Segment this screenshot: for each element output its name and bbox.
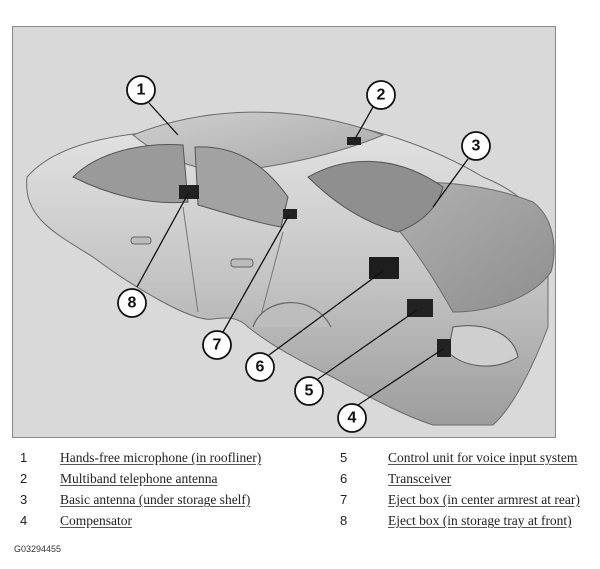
car-diagram (12, 26, 556, 438)
legend-text: Control unit for voice input system (388, 450, 578, 465)
car-illustration (13, 27, 556, 438)
legend-number: 1 (20, 450, 28, 465)
legend-item (300, 449, 600, 466)
legend-text: Hands-free microphone (in roofliner) (60, 450, 262, 465)
component-transceiver (369, 257, 399, 279)
legend-item (0, 449, 300, 466)
legend-item (300, 470, 600, 487)
legend-number: 6 (340, 471, 348, 486)
legend-number: 4 (20, 513, 28, 528)
callout-label-5: 5 (304, 382, 314, 400)
legend-item (300, 491, 600, 508)
callout-label-2: 2 (376, 86, 386, 104)
door-handle (231, 259, 253, 267)
legend-text: Transceiver (388, 471, 452, 486)
door-handle (131, 237, 151, 244)
legend-number: 2 (20, 471, 28, 486)
callout-label-7: 7 (212, 336, 222, 354)
figure-code: G03294455 (14, 544, 62, 554)
legend-item (0, 512, 300, 529)
callout-label-8: 8 (127, 294, 137, 312)
legend-number: 3 (20, 492, 28, 507)
legend-number: 7 (340, 492, 348, 507)
callout-label-1: 1 (136, 81, 146, 99)
legend-number: 5 (340, 450, 348, 465)
callout-label-4: 4 (347, 409, 357, 427)
legend (0, 449, 600, 539)
callout-label-3: 3 (471, 137, 481, 155)
legend-text: Multiband telephone antenna (60, 471, 218, 486)
legend-text: Eject box (in center armrest at rear) (388, 492, 580, 507)
legend-item (300, 512, 600, 529)
legend-text: Eject box (in storage tray at front) (388, 513, 572, 528)
legend-text: Basic antenna (under storage shelf) (60, 492, 251, 507)
component-eject-box-rear (283, 209, 297, 219)
component-telephone-antenna (347, 137, 361, 145)
callout-label-6: 6 (255, 358, 265, 376)
legend-item (0, 491, 300, 508)
component-compensator (437, 339, 451, 357)
legend-text: Compensator (60, 513, 132, 528)
legend-number: 8 (340, 513, 348, 528)
legend-item (0, 470, 300, 487)
